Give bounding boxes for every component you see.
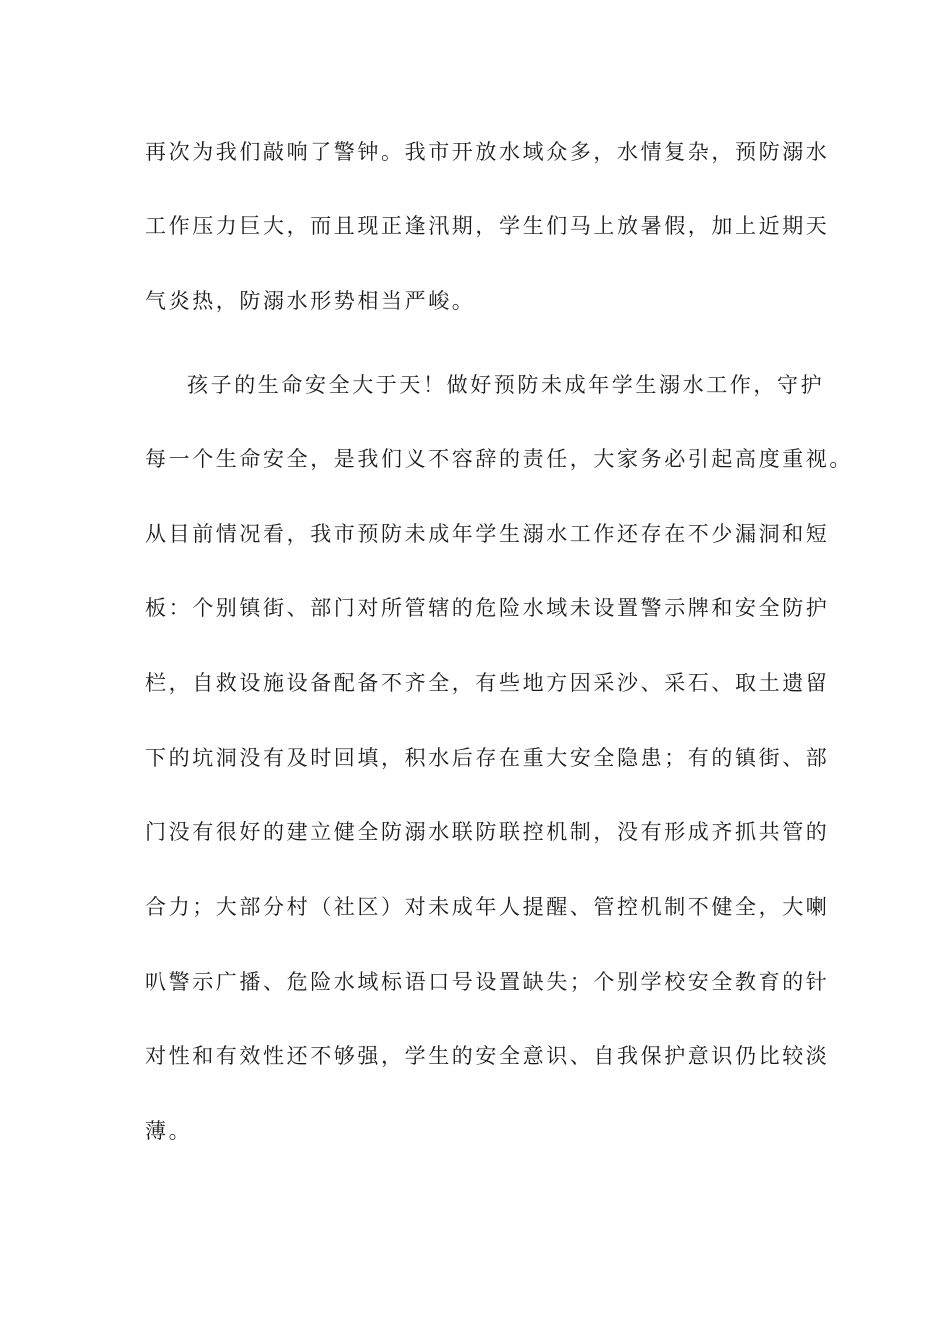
paragraph-2-line-7: 门没有很好的建立健全防溺水联防联控机制，没有形成齐抓共管的 [145, 820, 830, 844]
paragraph-2-line-11: 薄。 [145, 1119, 193, 1143]
paragraph-2-line-4: 板：个别镇街、部门对所管辖的危险水域未设置警示牌和安全防护 [145, 596, 830, 620]
paragraph-2-line-9: 叭警示广播、危险水域标语口号设置缺失；个别学校安全教育的针 [145, 970, 830, 994]
paragraph-1-line-3: 气炎热，防溺水形势相当严峻。 [145, 289, 476, 313]
paragraph-2-line-3: 从目前情况看，我市预防未成年学生溺水工作还存在不少漏洞和短 [145, 522, 830, 546]
paragraph-2-line-1: 孩子的生命安全大于天！做好预防未成年学生溺水工作，守护 [187, 373, 825, 397]
paragraph-1-line-1: 再次为我们敲响了警钟。我市开放水域众多，水情复杂，预防溺水 [145, 140, 830, 164]
paragraph-2-line-5: 栏，自救设施设备配备不齐全，有些地方因采沙、采石、取土遗留 [145, 671, 830, 695]
paragraph-1-line-2: 工作压力巨大，而且现正逢汛期，学生们马上放暑假，加上近期天 [145, 214, 830, 238]
paragraph-2-line-2: 每一个生命安全，是我们义不容辞的责任，大家务必引起高度重视。 [145, 447, 853, 471]
paragraph-2-line-10: 对性和有效性还不够强，学生的安全意识、自我保护意识仍比较淡 [145, 1044, 830, 1068]
paragraph-2-line-8: 合力；大部分村（社区）对未成年人提醒、管控机制不健全，大喇 [145, 895, 830, 919]
paragraph-2-line-6: 下的坑洞没有及时回填，积水后存在重大安全隐患；有的镇街、部 [145, 746, 830, 770]
